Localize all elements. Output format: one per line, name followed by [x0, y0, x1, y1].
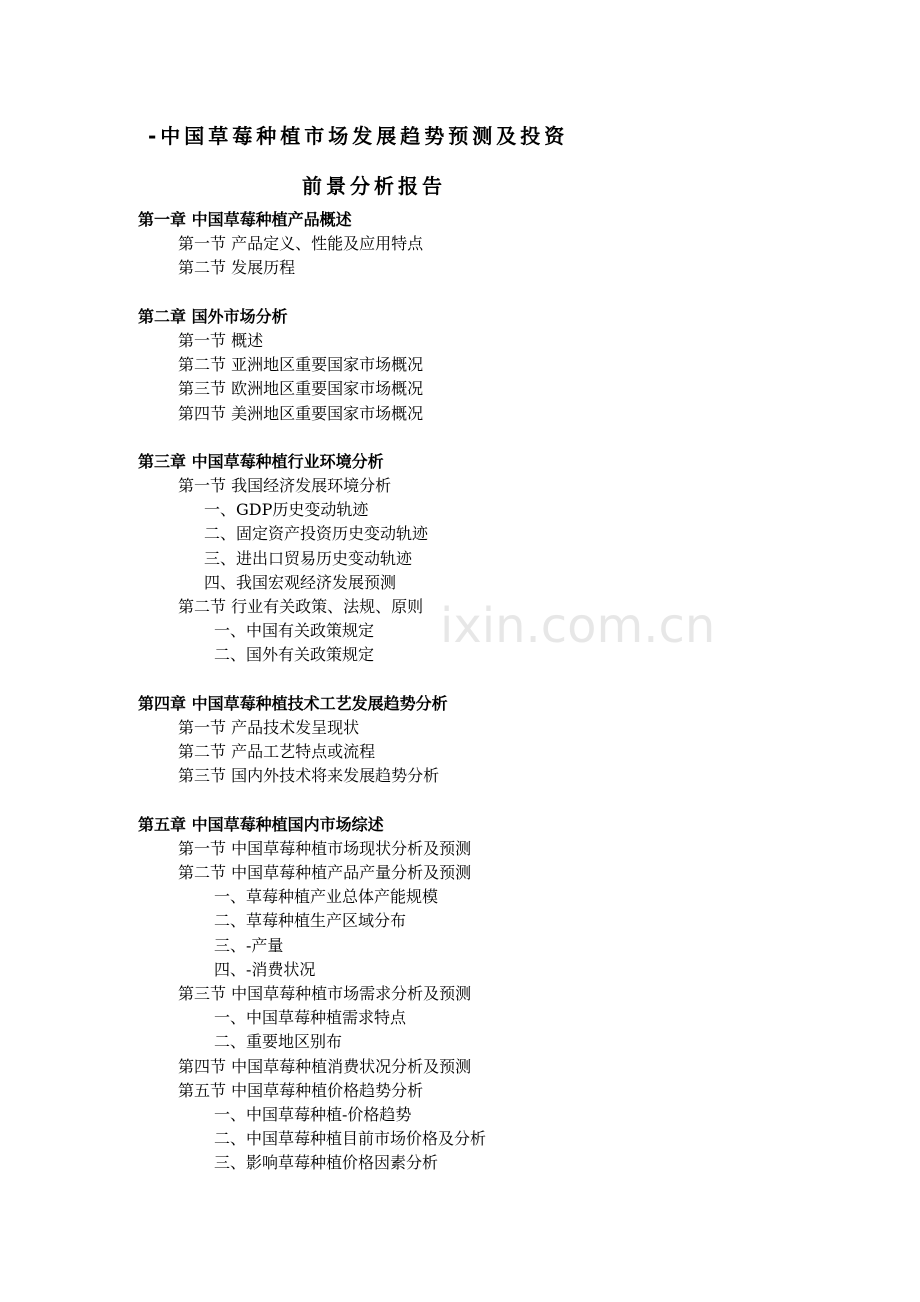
subsection-entry: 二、固定资产投资历史变动轨迹 [204, 524, 429, 544]
chapter-heading: 第五章 中国草莓种植国内市场综述 [138, 814, 384, 834]
subsection-entry: 一、中国草莓种植-价格趋势 [214, 1104, 412, 1124]
section-entry: 第二节 亚洲地区重要国家市场概况 [178, 355, 424, 375]
section-entry: 第一节 我国经济发展环境分析 [178, 476, 392, 496]
table-of-contents [138, 208, 486, 1176]
chapter-heading: 第一章 中国草莓种植产品概述 [138, 210, 352, 229]
chapter-spacer [138, 281, 486, 305]
report-title-line-2: 前景分析报告 [302, 174, 446, 198]
subsection-entry: 二、国外有关政策规定 [214, 645, 375, 665]
section-entry: 第四节 美洲地区重要国家市场概况 [178, 403, 424, 423]
subsection-entry: 一、中国草莓种植需求特点 [214, 1008, 407, 1028]
subsection-entry: 一、GDP历史变动轨迹 [204, 500, 369, 520]
section-entry: 第二节 行业有关政策、法规、原则 [178, 597, 424, 616]
subsection-entry: 三、-产量 [214, 935, 284, 955]
section-entry: 第四节 中国草莓种植消费状况分析及预测 [178, 1056, 472, 1076]
subsection-entry: 三、影响草莓种植价格因素分析 [214, 1153, 439, 1173]
chapter-heading: 第二章 国外市场分析 [138, 306, 288, 326]
subsection-entry: 二、重要地区别布 [214, 1032, 343, 1052]
watermark: ixin.com.cn [440, 598, 716, 654]
chapter-heading: 第三章 中国草莓种植行业环境分析 [138, 451, 384, 471]
section-entry: 第三节 中国草莓种植市场需求分析及预测 [178, 984, 472, 1003]
section-entry: 第二节 中国草莓种植产品产量分析及预测 [178, 863, 472, 883]
section-entry: 第三节 国内外技术将来发展趋势分析 [178, 766, 440, 786]
section-entry: 第一节 中国草莓种植市场现状分析及预测 [178, 838, 472, 858]
section-entry: 第三节 欧洲地区重要国家市场概况 [178, 379, 424, 399]
subsection-entry: 一、草莓种植产业总体产能规模 [214, 887, 439, 907]
subsection-entry: 一、中国有关政策规定 [214, 621, 375, 641]
chapter-spacer [138, 426, 486, 450]
chapter-spacer [138, 668, 486, 692]
chapter-heading: 第四章 中国草莓种植技术工艺发展趋势分析 [138, 693, 448, 713]
subsection-entry: 三、进出口贸易历史变动轨迹 [204, 548, 413, 568]
section-entry: 第一节 概述 [178, 330, 264, 350]
subsection-entry: 四、我国宏观经济发展预测 [204, 572, 397, 592]
chapter-spacer [138, 789, 486, 813]
subsection-entry: 二、草莓种植生产区域分布 [214, 911, 407, 931]
section-entry: 第二节 发展历程 [178, 258, 296, 278]
subsection-entry: 四、-消费状况 [214, 959, 316, 979]
section-entry: 第五节 中国草莓种植价格趋势分析 [178, 1080, 424, 1100]
section-entry: 第二节 产品工艺特点或流程 [178, 742, 376, 762]
report-title-line-1: -中国草莓种植市场发展趋势预测及投资 [148, 124, 569, 148]
section-entry: 第一节 产品技术发呈现状 [178, 717, 360, 737]
subsection-entry: 二、中国草莓种植目前市场价格及分析 [214, 1129, 487, 1149]
section-entry: 第一节 产品定义、性能及应用特点 [178, 234, 424, 254]
